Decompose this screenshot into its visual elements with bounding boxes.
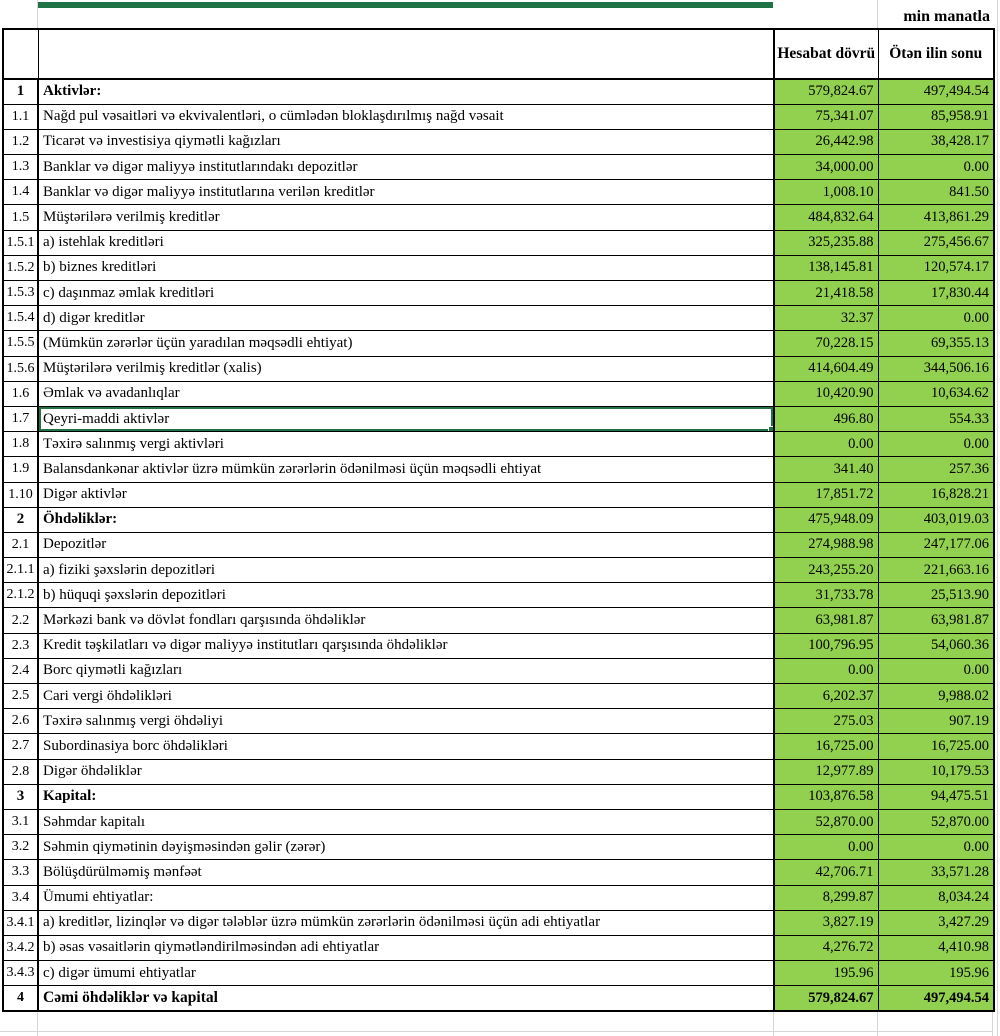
value-prev-year-end-cell[interactable]: 25,513.90 (878, 583, 994, 608)
row-number-cell[interactable]: 2.1.2 (3, 583, 38, 608)
value-prev-year-end-cell[interactable]: 247,177.06 (878, 532, 994, 557)
table-row (3, 583, 994, 608)
row-label-cell[interactable] (38, 306, 774, 331)
table-row (3, 961, 994, 986)
row-number-cell[interactable]: 2.7 (3, 734, 38, 759)
row-number-cell[interactable]: 4 (3, 986, 38, 1011)
row-number-cell[interactable]: 2 (3, 507, 38, 532)
value-reporting-period-cell[interactable]: 243,255.20 (774, 558, 878, 583)
table-row (3, 306, 994, 331)
gridline-horizontal (0, 1031, 993, 1032)
row-label: Öhdəliklər: (43, 511, 118, 528)
row-label-cell[interactable] (38, 809, 774, 834)
row-label-cell[interactable] (38, 104, 774, 129)
value-prev-year-end-cell[interactable]: 275,456.67 (878, 230, 994, 255)
row-number-cell[interactable]: 3.4.1 (3, 910, 38, 935)
row-label: Mərkəzi bank və dövlət fondları qarşısında öhdəliklər (43, 612, 366, 629)
gridline-vertical (877, 1012, 878, 1036)
row-number-cell[interactable]: 1.5.4 (3, 306, 38, 331)
value-prev-year-end-cell[interactable]: 497,494.54 (878, 79, 994, 104)
value-prev-year-end-cell[interactable]: 497,494.54 (878, 986, 994, 1011)
row-label-cell[interactable] (38, 507, 774, 532)
value-reporting-period-cell[interactable]: 579,824.67 (774, 79, 878, 104)
value-prev-year-end-cell[interactable]: 10,634.62 (878, 381, 994, 406)
value-reporting-period-cell[interactable]: 8,299.87 (774, 885, 878, 910)
row-label-cell[interactable] (38, 558, 774, 583)
row-number-cell[interactable]: 1.4 (3, 180, 38, 205)
value-reporting-period-cell[interactable]: 0.00 (774, 835, 878, 860)
row-number-cell[interactable]: 3.4.2 (3, 935, 38, 960)
row-label-cell[interactable] (38, 835, 774, 860)
row-label: Aktivlər: (43, 83, 102, 100)
table-row (3, 406, 994, 431)
row-label-cell[interactable] (38, 658, 774, 683)
value-prev-year-end-cell[interactable]: 195.96 (878, 961, 994, 986)
row-label-cell[interactable] (38, 608, 774, 633)
value-reporting-period-cell[interactable]: 103,876.58 (774, 784, 878, 809)
value-reporting-period-cell[interactable]: 414,604.49 (774, 356, 878, 381)
column-header-prev-year-end[interactable]: Ötən ilin sonu (878, 29, 994, 79)
row-number-cell[interactable]: 1.7 (3, 406, 38, 431)
table-row (3, 658, 994, 683)
value-reporting-period-cell[interactable]: 70,228.15 (774, 331, 878, 356)
value-prev-year-end-cell[interactable]: 8,034.24 (878, 885, 994, 910)
row-label: Banklar və digər maliyyə institutlarındakı depozitlər (43, 158, 358, 175)
table-row (3, 532, 994, 557)
table-row (3, 558, 994, 583)
row-label: Nağd pul vəsaitləri və ekvivalentləri, o cümlədən bloklaşdırılmış nağd vəsait (43, 108, 504, 125)
value-reporting-period-cell[interactable]: 10,420.90 (774, 381, 878, 406)
value-prev-year-end-cell[interactable]: 344,506.16 (878, 356, 994, 381)
row-label: Kredit təşkilatları və digər maliyyə institutları qarşısında öhdəliklər (43, 637, 448, 654)
value-reporting-period-cell[interactable]: 100,796.95 (774, 633, 878, 658)
value-prev-year-end-cell[interactable]: 0.00 (878, 835, 994, 860)
row-number-cell[interactable]: 1.2 (3, 129, 38, 154)
value-reporting-period-cell[interactable]: 42,706.71 (774, 860, 878, 885)
row-label-cell[interactable] (38, 180, 774, 205)
row-number-cell[interactable]: 1.5.6 (3, 356, 38, 381)
row-label: Subordinasiya borc öhdəlikləri (43, 737, 228, 754)
row-label-cell[interactable] (38, 230, 774, 255)
row-label-cell[interactable] (38, 381, 774, 406)
row-label-cell[interactable] (38, 155, 774, 180)
row-label-cell[interactable] (38, 784, 774, 809)
row-label: a) istehlak kreditləri (43, 234, 164, 251)
row-label-cell[interactable] (38, 961, 774, 986)
row-label-cell[interactable] (38, 255, 774, 280)
table-row (3, 910, 994, 935)
unit-note: min manatla (903, 8, 990, 25)
value-prev-year-end-cell[interactable]: 554.33 (878, 406, 994, 431)
row-label-cell[interactable] (38, 79, 774, 104)
row-number-cell[interactable]: 1.5.5 (3, 331, 38, 356)
balance-sheet-table (2, 28, 995, 1012)
table-row (3, 104, 994, 129)
row-number-cell[interactable]: 2.8 (3, 759, 38, 784)
row-number-cell[interactable]: 2.3 (3, 633, 38, 658)
value-prev-year-end-cell[interactable]: 16,828.21 (878, 482, 994, 507)
value-reporting-period-cell[interactable]: 3,827.19 (774, 910, 878, 935)
row-number-cell[interactable]: 1.9 (3, 457, 38, 482)
row-label: Əmlak və avadanlıqlar (43, 385, 180, 402)
value-prev-year-end-cell[interactable]: 257.36 (878, 457, 994, 482)
table-row (3, 684, 994, 709)
row-label-cell[interactable] (38, 457, 774, 482)
row-label: c) daşınmaz əmlak kreditləri (43, 284, 215, 301)
row-number-cell[interactable]: 1.5.1 (3, 230, 38, 255)
value-reporting-period-cell[interactable]: 0.00 (774, 432, 878, 457)
value-reporting-period-cell[interactable]: 31,733.78 (774, 583, 878, 608)
row-label: b) biznes kreditləri (43, 259, 157, 276)
row-number-cell[interactable]: 1.10 (3, 482, 38, 507)
row-number-cell[interactable]: 2.1.1 (3, 558, 38, 583)
value-reporting-period-cell[interactable]: 274,988.98 (774, 532, 878, 557)
table-row (3, 759, 994, 784)
table-row (3, 331, 994, 356)
value-reporting-period-cell[interactable]: 21,418.58 (774, 281, 878, 306)
row-number-cell[interactable]: 2.1 (3, 532, 38, 557)
value-reporting-period-cell[interactable]: 325,235.88 (774, 230, 878, 255)
row-label-cell-selected[interactable] (38, 406, 774, 431)
row-label: d) digər kreditlər (43, 309, 145, 326)
row-label-cell[interactable] (38, 356, 774, 381)
row-number-cell[interactable]: 1.3 (3, 155, 38, 180)
table-row (3, 205, 994, 230)
row-label: (Mümkün zərərlər üçün yaradılan məqsədli ehtiyat) (43, 334, 353, 351)
value-reporting-period-cell[interactable]: 341.40 (774, 457, 878, 482)
table-row (3, 155, 994, 180)
table-row (3, 79, 994, 104)
row-label: Ticarət və investisiya qiymətli kağızları (43, 133, 281, 150)
value-prev-year-end-cell[interactable]: 17,830.44 (878, 281, 994, 306)
table-row (3, 860, 994, 885)
value-prev-year-end-cell[interactable]: 3,427.29 (878, 910, 994, 935)
table-row (3, 633, 994, 658)
row-number-cell[interactable]: 1.5.3 (3, 281, 38, 306)
value-reporting-period-cell[interactable]: 138,145.81 (774, 255, 878, 280)
row-number-cell[interactable]: 1.5.2 (3, 255, 38, 280)
value-prev-year-end-cell[interactable]: 4,410.98 (878, 935, 994, 960)
table-row (3, 809, 994, 834)
table-row (3, 255, 994, 280)
row-number-cell[interactable]: 3.1 (3, 809, 38, 834)
value-reporting-period-cell[interactable]: 75,341.07 (774, 104, 878, 129)
row-number-cell[interactable]: 1.6 (3, 381, 38, 406)
value-reporting-period-cell[interactable]: 16,725.00 (774, 734, 878, 759)
table-row (3, 885, 994, 910)
row-label-cell[interactable] (38, 986, 774, 1011)
row-label-cell[interactable] (38, 129, 774, 154)
table-row (3, 356, 994, 381)
value-prev-year-end-cell[interactable]: 0.00 (878, 658, 994, 683)
row-label-cell[interactable] (38, 885, 774, 910)
value-reporting-period-cell[interactable]: 1,008.10 (774, 180, 878, 205)
value-reporting-period-cell[interactable]: 484,832.64 (774, 205, 878, 230)
top-accent-bar (37, 2, 773, 8)
row-label-cell[interactable] (38, 684, 774, 709)
value-reporting-period-cell[interactable]: 579,824.67 (774, 986, 878, 1011)
value-reporting-period-cell[interactable]: 275.03 (774, 709, 878, 734)
row-number-cell[interactable]: 2.4 (3, 658, 38, 683)
table-row (3, 180, 994, 205)
value-prev-year-end-cell[interactable]: 403,019.03 (878, 507, 994, 532)
row-label: Səhmin qiymətinin dəyişməsindən gəlir (zərər) (43, 838, 326, 855)
table-row (3, 608, 994, 633)
value-reporting-period-cell[interactable]: 195.96 (774, 961, 878, 986)
row-label: Ümumi ehtiyatlar: (43, 889, 154, 906)
row-label-cell[interactable] (38, 734, 774, 759)
value-prev-year-end-cell[interactable]: 10,179.53 (878, 759, 994, 784)
value-reporting-period-cell[interactable]: 26,442.98 (774, 129, 878, 154)
table-row (3, 986, 994, 1011)
row-number-cell[interactable]: 3.4 (3, 885, 38, 910)
value-reporting-period-cell[interactable]: 12,977.89 (774, 759, 878, 784)
row-number-cell[interactable]: 1.5 (3, 205, 38, 230)
value-prev-year-end-cell[interactable]: 63,981.87 (878, 608, 994, 633)
row-label: b) hüquqi şəxslərin depozitləri (43, 586, 226, 603)
column-header-reporting-period[interactable]: Hesabat dövrü (774, 29, 878, 79)
table-row (3, 129, 994, 154)
value-reporting-period-cell[interactable]: 34,000.00 (774, 155, 878, 180)
row-label: Təxirə salınmış vergi aktivləri (43, 435, 224, 452)
table-row (3, 482, 994, 507)
table-row (3, 281, 994, 306)
row-label-cell[interactable] (38, 709, 774, 734)
row-label: Cari vergi öhdəlikləri (43, 687, 172, 704)
value-prev-year-end-cell[interactable]: 120,574.17 (878, 255, 994, 280)
row-label-cell[interactable] (38, 281, 774, 306)
row-number-cell[interactable]: 1.1 (3, 104, 38, 129)
value-reporting-period-cell[interactable]: 6,202.37 (774, 684, 878, 709)
row-label: c) digər ümumi ehtiyatlar (43, 964, 196, 981)
value-prev-year-end-cell[interactable]: 54,060.36 (878, 633, 994, 658)
value-reporting-period-cell[interactable]: 32.37 (774, 306, 878, 331)
value-prev-year-end-cell[interactable]: 85,958.91 (878, 104, 994, 129)
value-prev-year-end-cell[interactable]: 907.19 (878, 709, 994, 734)
value-prev-year-end-cell[interactable]: 9,988.02 (878, 684, 994, 709)
table-row (3, 935, 994, 960)
row-number-cell[interactable]: 1 (3, 79, 38, 104)
value-reporting-period-cell[interactable]: 17,851.72 (774, 482, 878, 507)
value-prev-year-end-cell[interactable]: 52,870.00 (878, 809, 994, 834)
table-row (3, 734, 994, 759)
row-label: Depozitlər (43, 536, 107, 553)
table-row (3, 709, 994, 734)
row-label: Müştərilərə verilmiş kreditlər (43, 209, 220, 226)
row-number-cell[interactable]: 3.4.3 (3, 961, 38, 986)
row-number-cell[interactable]: 1.8 (3, 432, 38, 457)
table-row (3, 784, 994, 809)
row-label-cell[interactable] (38, 583, 774, 608)
row-number-cell[interactable]: 3 (3, 784, 38, 809)
table-row (3, 381, 994, 406)
gridline-vertical (877, 0, 878, 28)
value-reporting-period-cell[interactable]: 496.80 (774, 406, 878, 431)
value-reporting-period-cell[interactable]: 475,948.09 (774, 507, 878, 532)
gridline-vertical (773, 1012, 774, 1036)
table-row (3, 835, 994, 860)
header-row (3, 29, 994, 79)
selection-fill-handle[interactable] (768, 426, 774, 432)
row-label: Bölüşdürülməmiş mənfəət (43, 863, 202, 880)
header-cell-empty-desc[interactable] (38, 29, 774, 79)
row-label: Balansdankənar aktivlər üzrə mümkün zərərlərin ödənilməsi üçün məqsədli ehtiyat (43, 460, 542, 477)
value-prev-year-end-cell[interactable]: 69,355.13 (878, 331, 994, 356)
row-label: Digər öhdəliklər (43, 763, 142, 780)
row-label: Təxirə salınmış vergi öhdəliyi (43, 712, 224, 729)
row-label: a) fiziki şəxslərin depozitləri (43, 561, 216, 578)
value-reporting-period-cell[interactable]: 52,870.00 (774, 809, 878, 834)
row-label: Kapital: (43, 788, 97, 805)
table-row (3, 457, 994, 482)
row-label: a) kreditlər, lizinqlər və digər tələblər üzrə mümkün zərərlərin ödənilməsi üçün adi ehtiyatlar (43, 914, 601, 931)
table-row (3, 432, 994, 457)
row-label: b) əsas vəsaitlərin qiymətləndirilməsindən adi ehtiyatlar (43, 939, 380, 956)
value-reporting-period-cell[interactable]: 0.00 (774, 658, 878, 683)
value-prev-year-end-cell[interactable]: 38,428.17 (878, 129, 994, 154)
table-row (3, 230, 994, 255)
row-label-cell[interactable] (38, 935, 774, 960)
row-label-cell[interactable] (38, 432, 774, 457)
row-label-cell[interactable] (38, 205, 774, 230)
row-label-cell[interactable] (38, 860, 774, 885)
row-label-cell[interactable] (38, 759, 774, 784)
value-prev-year-end-cell[interactable]: 841.50 (878, 180, 994, 205)
row-number-cell[interactable]: 2.5 (3, 684, 38, 709)
value-reporting-period-cell[interactable]: 4,276.72 (774, 935, 878, 960)
gridline-vertical (997, 0, 998, 1036)
value-prev-year-end-cell[interactable]: 0.00 (878, 432, 994, 457)
row-label-cell[interactable] (38, 633, 774, 658)
row-number-cell[interactable]: 2.6 (3, 709, 38, 734)
gridline-vertical (37, 0, 38, 28)
value-prev-year-end-cell[interactable]: 94,475.51 (878, 784, 994, 809)
row-number-cell[interactable]: 2.2 (3, 608, 38, 633)
row-number-cell[interactable]: 3.3 (3, 860, 38, 885)
row-label-cell[interactable] (38, 910, 774, 935)
row-label: Borc qiymətli kağızları (43, 662, 183, 679)
gridline-vertical (37, 1012, 38, 1036)
row-label: Səhmdar kapitalı (43, 813, 146, 830)
value-prev-year-end-cell[interactable]: 221,663.16 (878, 558, 994, 583)
value-prev-year-end-cell[interactable]: 0.00 (878, 155, 994, 180)
value-prev-year-end-cell[interactable]: 16,725.00 (878, 734, 994, 759)
row-label: Cəmi öhdəliklər və kapital (43, 989, 218, 1007)
row-label-cell[interactable] (38, 532, 774, 557)
value-reporting-period-cell[interactable]: 63,981.87 (774, 608, 878, 633)
gridline-vertical (992, 1012, 993, 1036)
row-label-cell[interactable] (38, 331, 774, 356)
value-prev-year-end-cell[interactable]: 413,861.29 (878, 205, 994, 230)
row-label: Digər aktivlər (43, 486, 127, 503)
value-prev-year-end-cell[interactable]: 33,571.28 (878, 860, 994, 885)
header-cell-empty-num[interactable] (3, 29, 38, 79)
row-label: Banklar və digər maliyyə institutlarına verilən kreditlər (43, 183, 375, 200)
value-prev-year-end-cell[interactable]: 0.00 (878, 306, 994, 331)
row-label-cell[interactable] (38, 482, 774, 507)
row-label: Müştərilərə verilmiş kreditlər (xalis) (43, 360, 262, 377)
table-row (3, 507, 994, 532)
row-number-cell[interactable]: 3.2 (3, 835, 38, 860)
row-label: Qeyri-maddi aktivlər (43, 410, 170, 427)
